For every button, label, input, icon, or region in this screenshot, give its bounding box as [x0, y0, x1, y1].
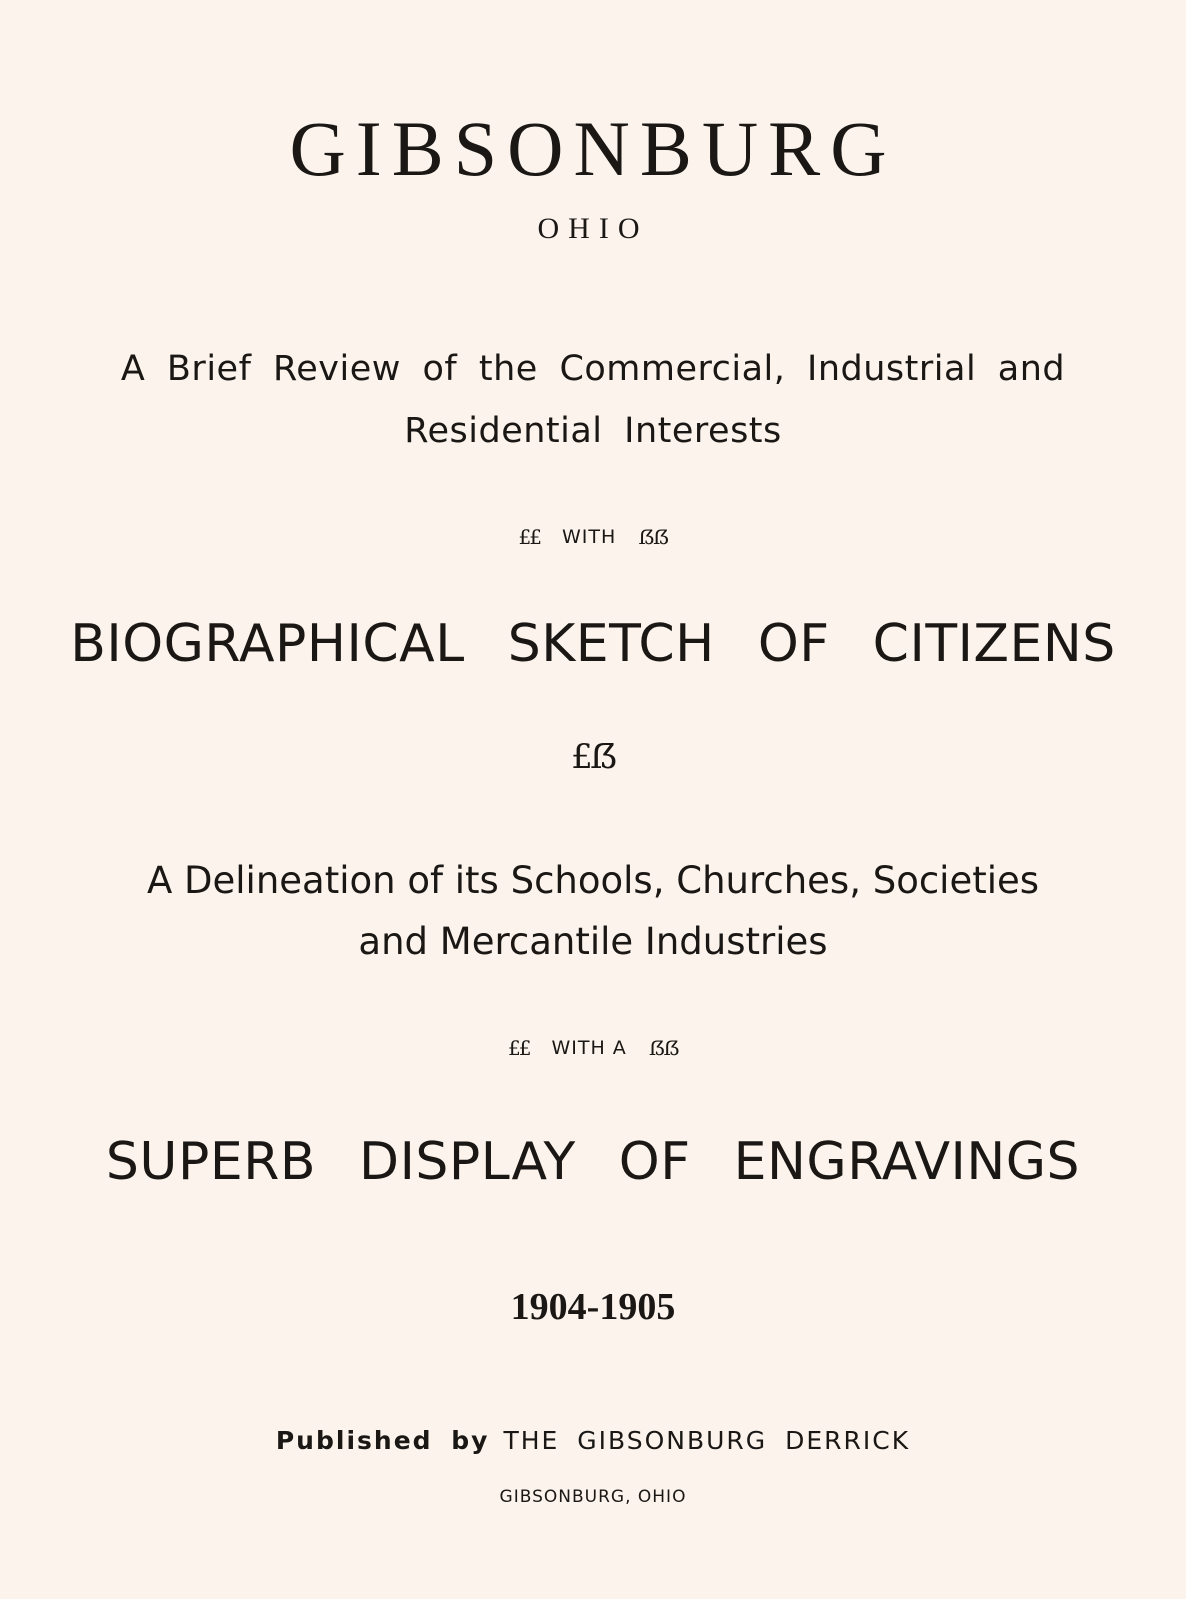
publisher-name: THE GIBSONBURG DERRICK — [503, 1426, 911, 1455]
delineation-line-2: and Mercantile Industries — [358, 920, 828, 963]
delineation-line-1: A Delineation of its Schools, Churches, Societies — [146, 859, 1040, 902]
ornament-left: ££ — [508, 1036, 530, 1060]
connector-with-a — [0, 1038, 1186, 1058]
book-title: GIBSONBURG — [289, 105, 897, 192]
review-line-1: A Brief Review of the Commercial, Industrial and — [120, 349, 1066, 389]
heading-biographical: BIOGRAPHICAL SKETCH OF CITIZENS — [70, 614, 1116, 674]
ornament-right: ẞẞ — [638, 525, 668, 549]
publisher-label: Published by — [275, 1426, 490, 1455]
ornament-right: ẞẞ — [648, 1036, 678, 1060]
ornament-left: ££ — [518, 525, 540, 549]
publication-place: GIBSONBURG, OHIO — [499, 1487, 687, 1507]
publisher-line — [0, 1428, 1186, 1453]
middle-ornament: £ẞ — [571, 737, 615, 777]
review-line-2: Residential Interests — [404, 411, 782, 451]
heading-engravings: SUPERB DISPLAY OF ENGRAVINGS — [105, 1132, 1081, 1192]
publication-years: 1904-1905 — [510, 1286, 676, 1328]
connector-text: WITH A — [551, 1036, 627, 1059]
state-name: OHIO — [537, 212, 649, 245]
connector-text: WITH — [561, 525, 617, 548]
connector-with — [0, 527, 1186, 547]
